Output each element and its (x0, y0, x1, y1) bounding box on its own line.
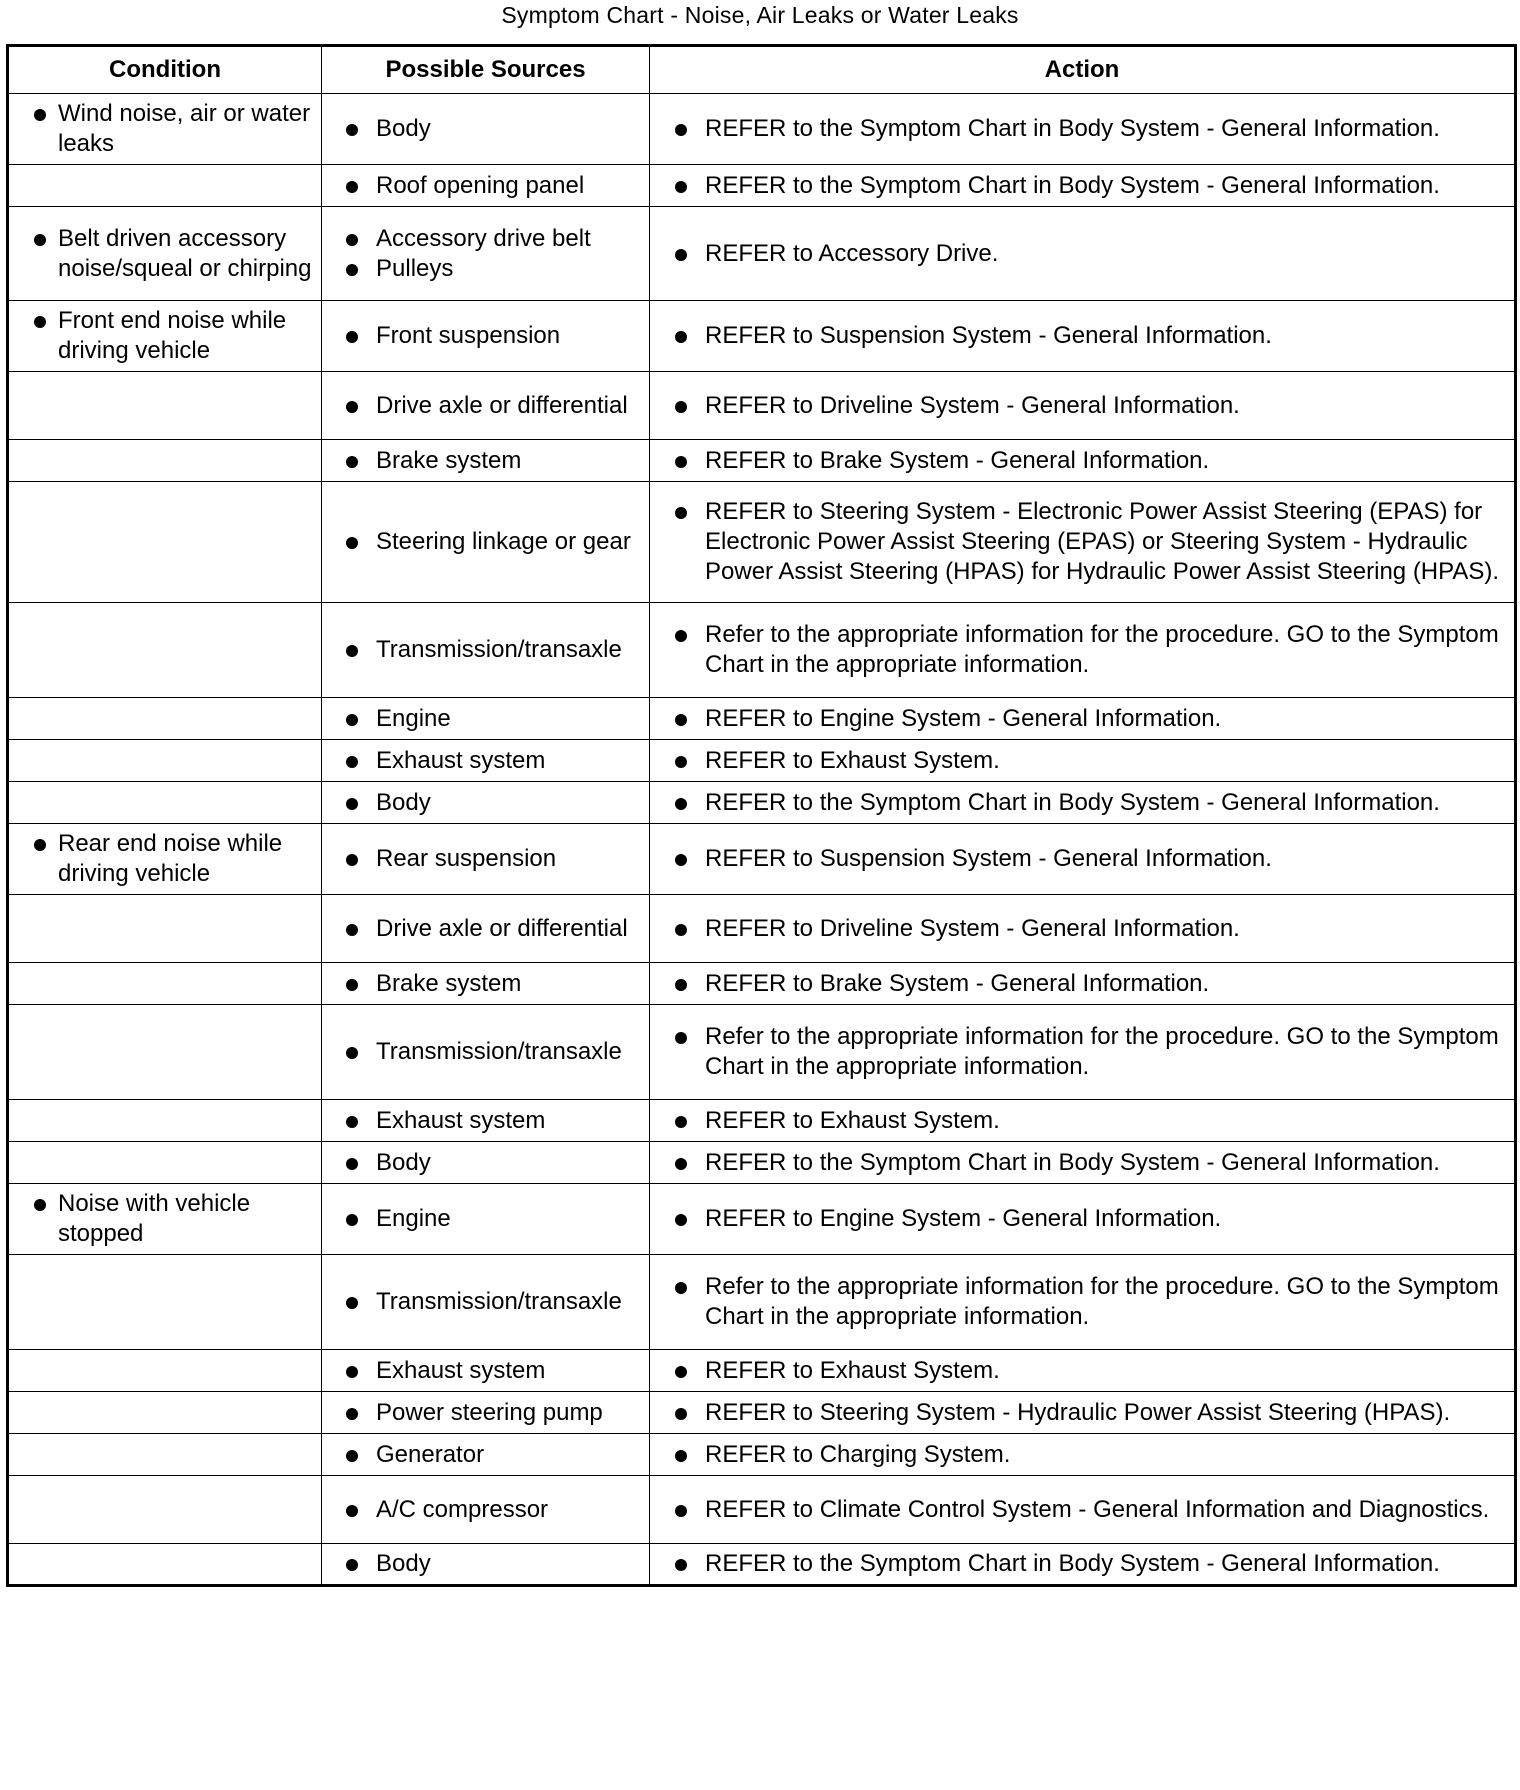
table-row (8, 440, 1516, 482)
possible-sources-cell (322, 963, 650, 1005)
header-possible-sources: Possible Sources (322, 46, 650, 94)
condition-cell (8, 963, 322, 1005)
source-text: Generator (339, 1440, 641, 1470)
condition-cell (8, 1476, 322, 1544)
action-text: REFER to Engine System - General Information. (668, 1204, 1508, 1234)
condition-text: Rear end noise while driving vehicle (27, 829, 313, 889)
source-text: Pulleys (339, 254, 641, 284)
table-row (8, 1255, 1516, 1350)
action-cell (650, 698, 1516, 740)
possible-sources-cell (322, 301, 650, 372)
possible-sources-cell (322, 824, 650, 895)
source-text: Steering linkage or gear (339, 527, 641, 557)
action-text: REFER to Exhaust System. (668, 1106, 1508, 1136)
action-text: REFER to the Symptom Chart in Body System - General Information. (668, 788, 1508, 818)
condition-text: Belt driven accessory noise/squeal or chirping (27, 224, 313, 284)
header-condition: Condition (8, 46, 322, 94)
source-text: Engine (339, 704, 641, 734)
condition-cell (8, 698, 322, 740)
action-cell (650, 782, 1516, 824)
source-text: Body (339, 1549, 641, 1579)
action-cell (650, 207, 1516, 301)
table-row (8, 165, 1516, 207)
table-row (8, 740, 1516, 782)
action-cell (650, 1100, 1516, 1142)
table-row (8, 94, 1516, 165)
table-row (8, 603, 1516, 698)
action-text: REFER to Steering System - Electronic Power Assist Steering (EPAS) for Electronic Power Assist Steering (EPAS) or Steering System - Hydraulic Power Assist Steering (HPAS) for Hydraulic Power Assist Steering (HPAS). (668, 497, 1508, 587)
possible-sources-cell (322, 740, 650, 782)
action-text: REFER to Brake System - General Information. (668, 446, 1508, 476)
condition-cell (8, 207, 322, 301)
condition-cell (8, 1544, 322, 1586)
source-text: A/C compressor (339, 1495, 641, 1525)
table-row (8, 824, 1516, 895)
action-cell (650, 824, 1516, 895)
possible-sources-cell (322, 1392, 650, 1434)
possible-sources-cell (322, 895, 650, 963)
possible-sources-cell (322, 782, 650, 824)
source-text: Exhaust system (339, 746, 641, 776)
possible-sources-cell (322, 1005, 650, 1100)
table-row (8, 301, 1516, 372)
action-text: Refer to the appropriate information for the procedure. GO to the Symptom Chart in the appropriate information. (668, 1022, 1508, 1082)
action-text: REFER to Accessory Drive. (668, 239, 1508, 269)
source-text: Body (339, 788, 641, 818)
condition-cell (8, 1100, 322, 1142)
action-cell (650, 963, 1516, 1005)
action-text: REFER to Charging System. (668, 1440, 1508, 1470)
source-text: Roof opening panel (339, 171, 641, 201)
source-text: Power steering pump (339, 1398, 641, 1428)
table-row (8, 1100, 1516, 1142)
source-text: Exhaust system (339, 1106, 641, 1136)
action-text: REFER to Brake System - General Information. (668, 969, 1508, 999)
action-text: REFER to the Symptom Chart in Body System - General Information. (668, 171, 1508, 201)
possible-sources-cell (322, 1184, 650, 1255)
action-cell (650, 1255, 1516, 1350)
table-row (8, 1005, 1516, 1100)
action-cell (650, 1476, 1516, 1544)
action-cell (650, 440, 1516, 482)
condition-cell (8, 1255, 322, 1350)
action-cell (650, 1184, 1516, 1255)
possible-sources-cell (322, 1255, 650, 1350)
action-text: REFER to Engine System - General Information. (668, 704, 1508, 734)
source-text: Brake system (339, 446, 641, 476)
table-row (8, 782, 1516, 824)
condition-cell (8, 782, 322, 824)
header-action: Action (650, 46, 1516, 94)
condition-cell (8, 1350, 322, 1392)
possible-sources-cell (322, 1350, 650, 1392)
condition-cell (8, 895, 322, 963)
action-cell (650, 482, 1516, 603)
source-text: Accessory drive belt (339, 224, 641, 254)
header-row (8, 46, 1516, 94)
action-cell (650, 301, 1516, 372)
source-text: Drive axle or differential (339, 914, 641, 944)
action-text: REFER to Suspension System - General Information. (668, 844, 1508, 874)
possible-sources-cell (322, 165, 650, 207)
action-text: REFER to Climate Control System - General Information and Diagnostics. (668, 1495, 1508, 1525)
possible-sources-cell (322, 440, 650, 482)
table-row (8, 1142, 1516, 1184)
source-text: Transmission/transaxle (339, 635, 641, 665)
condition-cell (8, 482, 322, 603)
possible-sources-cell (322, 1100, 650, 1142)
possible-sources-cell (322, 1434, 650, 1476)
action-cell (650, 372, 1516, 440)
table-row (8, 698, 1516, 740)
action-cell (650, 165, 1516, 207)
action-cell (650, 740, 1516, 782)
table-row (8, 1350, 1516, 1392)
action-text: REFER to the Symptom Chart in Body System - General Information. (668, 1549, 1508, 1579)
action-text: REFER to Exhaust System. (668, 1356, 1508, 1386)
condition-cell (8, 1392, 322, 1434)
action-text: REFER to Exhaust System. (668, 746, 1508, 776)
symptom-chart-table (6, 44, 1517, 1587)
condition-cell (8, 440, 322, 482)
condition-cell (8, 165, 322, 207)
table-row (8, 895, 1516, 963)
possible-sources-cell (322, 603, 650, 698)
action-cell (650, 1434, 1516, 1476)
condition-text: Front end noise while driving vehicle (27, 306, 313, 366)
table-row (8, 207, 1516, 301)
action-cell (650, 1005, 1516, 1100)
condition-cell (8, 740, 322, 782)
source-text: Transmission/transaxle (339, 1037, 641, 1067)
condition-cell (8, 603, 322, 698)
action-text: REFER to Driveline System - General Information. (668, 914, 1508, 944)
table-row (8, 963, 1516, 1005)
source-text: Rear suspension (339, 844, 641, 874)
possible-sources-cell (322, 372, 650, 440)
action-text: Refer to the appropriate information for the procedure. GO to the Symptom Chart in the appropriate information. (668, 620, 1508, 680)
action-text: REFER to Steering System - Hydraulic Power Assist Steering (HPAS). (668, 1398, 1508, 1428)
possible-sources-cell (322, 698, 650, 740)
chart-caption: Symptom Chart - Noise, Air Leaks or Water Leaks (501, 2, 1019, 28)
condition-cell (8, 1434, 322, 1476)
source-text: Engine (339, 1204, 641, 1234)
condition-cell (8, 1184, 322, 1255)
action-cell (650, 603, 1516, 698)
possible-sources-cell (322, 207, 650, 301)
possible-sources-cell (322, 482, 650, 603)
action-text: REFER to the Symptom Chart in Body System - General Information. (668, 114, 1508, 144)
source-text: Exhaust system (339, 1356, 641, 1386)
action-cell (650, 1142, 1516, 1184)
table-body (8, 94, 1516, 1586)
action-text: REFER to Suspension System - General Information. (668, 321, 1508, 351)
possible-sources-cell (322, 1544, 650, 1586)
source-text: Drive axle or differential (339, 391, 641, 421)
possible-sources-cell (322, 94, 650, 165)
source-text: Body (339, 1148, 641, 1178)
source-text: Brake system (339, 969, 641, 999)
action-text: Refer to the appropriate information for the procedure. GO to the Symptom Chart in the appropriate information. (668, 1272, 1508, 1332)
action-text: REFER to Driveline System - General Information. (668, 391, 1508, 421)
condition-cell (8, 301, 322, 372)
condition-cell (8, 824, 322, 895)
action-cell (650, 1392, 1516, 1434)
action-cell (650, 1350, 1516, 1392)
source-text: Body (339, 114, 641, 144)
action-cell (650, 94, 1516, 165)
source-text: Transmission/transaxle (339, 1287, 641, 1317)
condition-cell (8, 1005, 322, 1100)
source-text: Front suspension (339, 321, 641, 351)
condition-cell (8, 372, 322, 440)
table-row (8, 1544, 1516, 1586)
condition-text: Wind noise, air or water leaks (27, 99, 313, 159)
table-row (8, 1184, 1516, 1255)
action-cell (650, 1544, 1516, 1586)
action-cell (650, 895, 1516, 963)
table-row (8, 372, 1516, 440)
table-row (8, 1392, 1516, 1434)
table-row (8, 1434, 1516, 1476)
table-row (8, 482, 1516, 603)
action-text: REFER to the Symptom Chart in Body System - General Information. (668, 1148, 1508, 1178)
possible-sources-cell (322, 1142, 650, 1184)
condition-cell (8, 94, 322, 165)
condition-cell (8, 1142, 322, 1184)
possible-sources-cell (322, 1476, 650, 1544)
condition-text: Noise with vehicle stopped (27, 1189, 313, 1249)
table-row (8, 1476, 1516, 1544)
